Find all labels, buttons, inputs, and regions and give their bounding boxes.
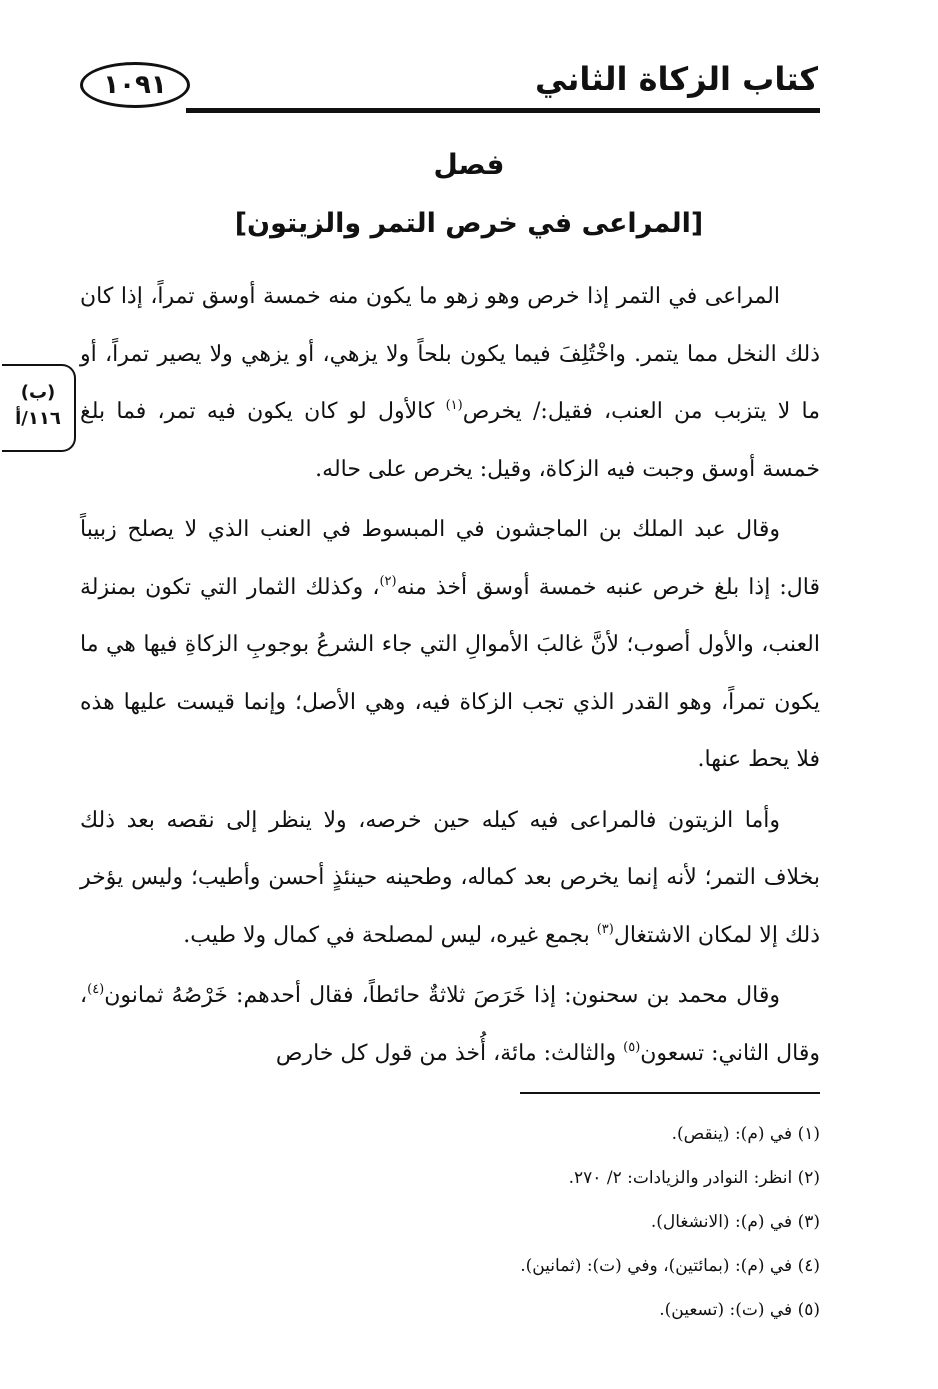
- footnote-item: (٥) في (ت): (تسعين).: [659, 1300, 820, 1320]
- running-header-title: كتاب الزكاة الثاني: [535, 60, 818, 98]
- footnote-item: (٣) في (م): (الانشغال).: [650, 1212, 820, 1232]
- paragraph-2: [80, 501, 820, 789]
- paragraph-3: [80, 792, 820, 965]
- paragraph-2-text-a: وقال عبد الملك بن الماجشون في المبسوط في العنب الذي لا يصلح زبيباً قال: إذا بلغ خرص عنبه خمسة أوسق أخذ منه: [80, 517, 820, 600]
- section-subtitle: [المراعى في خرص التمر والزيتون]: [234, 208, 704, 239]
- paragraph-3-text-a: وأما الزيتون فالمراعى فيه كيله حين خرصه، ولا ينظر إلى نقصه بعد ذلك بخلاف التمر؛ لأنه إنما يخرص بعد كماله، وطحينه حينئذٍ أحسن وأطيب؛ وليس يؤخر ذلك إلا لمكان الاشتغال: [80, 807, 820, 948]
- manuscript-folio-note: [2, 364, 76, 452]
- section-title: فصل: [433, 148, 505, 181]
- folio-note-line-1: (ب): [20, 382, 56, 403]
- paragraph-4-text-b: ، وقال الثاني: تسعون: [80, 983, 820, 1066]
- footnote-item: (١) في (م): (ينقص).: [671, 1124, 820, 1144]
- paragraph-1-text-a: المراعى في التمر إذا خرص وهو زهو ما يكون منه خمسة أوسق تمراً، إذا كان ذلك النخل مما يتمر. واخْتُلِفَ فيما يكون بلحاً ولا يزهي، أو يزهي ولا يصير تمراً، أو ما لا يتزبب من العنب، فقيل:/ يخرص: [80, 284, 820, 424]
- folio-note-line-2: ١١٦/أ: [15, 408, 61, 429]
- paragraph-4: [80, 967, 820, 1082]
- header-rule: [186, 108, 820, 113]
- paragraph-2-text-b: ، وكذلك الثمار التي تكون بمنزلة العنب، والأول أصوب؛ لأنَّ غالبَ الأموالِ التي جاء الشرعُ بوجوبِ الزكاةِ فيها هي ما يكون تمراً، وهو القدر الذي تجب الزكاة فيه، وهي الأصل؛ وإنما قيست عليها هذه فلا يحط عنها.: [80, 574, 820, 772]
- footnote-ref-2: (٢): [379, 573, 397, 589]
- paragraph-1: [80, 268, 820, 498]
- footnote-ref-5: (٥): [623, 1039, 641, 1055]
- footnotes-list: [120, 1112, 820, 1332]
- footnote-item: (٤) في (م): (بمائتين)، وفي (ت): (ثمانين).: [520, 1256, 820, 1276]
- paragraph-1-text-b: كالأول لو كان يكون فيه تمر، فما بلغ خمسة أوسق وجبت فيه الزكاة، وقيل: يخرص على حاله.: [80, 399, 820, 482]
- footnote-item: (٢) انظر: النوادر والزيادات: ٢/ ٢٧٠.: [568, 1168, 820, 1188]
- footnote-ref-3: (٣): [596, 921, 614, 937]
- footnote-ref-4: (٤): [87, 982, 105, 997]
- main-text: [80, 268, 820, 1082]
- footnote-ref-1: (١): [445, 398, 463, 413]
- paragraph-4-text-c: والثالث: مائة، أُخذ من قول كل خارص: [275, 1040, 624, 1066]
- paragraph-3-text-b: بجمع غيره، ليس لمصلحة في كمال ولا طيب.: [183, 922, 597, 948]
- paragraph-4-text-a: وقال محمد بن سحنون: إذا خَرَصَ ثلاثةٌ حائطاً، فقال أحدهم: خَرْصُهُ ثمانون: [104, 983, 780, 1008]
- footnote-separator: [520, 1092, 820, 1094]
- page-number: ١٠٩١: [80, 62, 190, 108]
